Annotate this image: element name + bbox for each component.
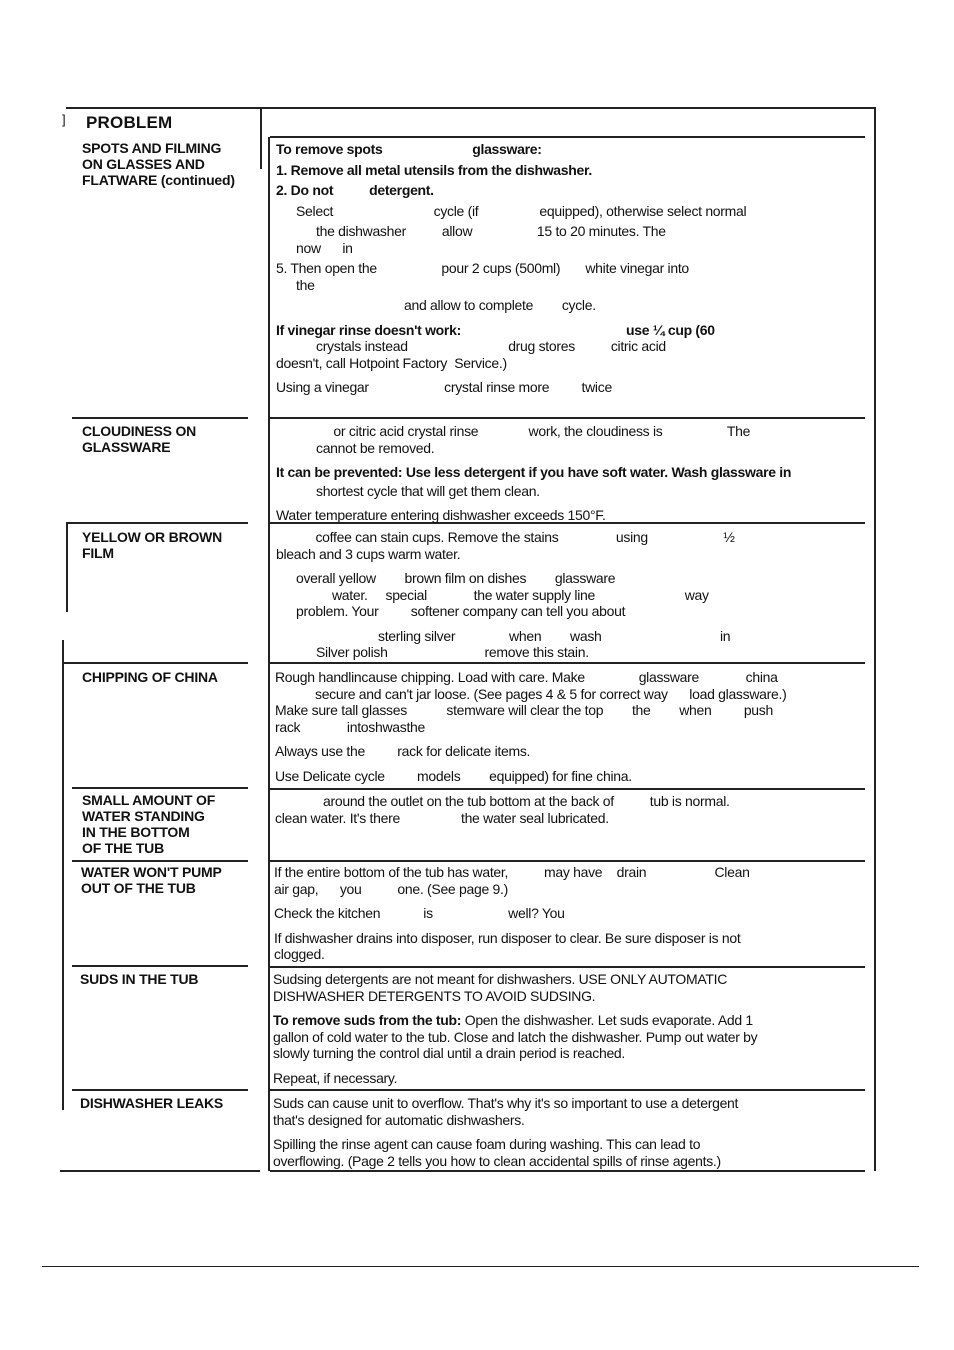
solution-line: If vinegar rinse doesn't work: use ¼ cup (60 — [276, 321, 715, 338]
solution-line: clogged. — [274, 946, 325, 962]
row-rule-right — [270, 1089, 865, 1091]
solution-line: Repeat, if necessary. — [273, 1069, 398, 1086]
solution-line: cannot be removed. — [316, 439, 435, 456]
solution-line: Use Delicate cycle models equipped) for fine china. — [275, 767, 632, 784]
row-rule-left — [66, 522, 248, 524]
table-bottom-left — [60, 1170, 260, 1172]
solution-line: shortest cycle that will get them clean. — [316, 482, 540, 499]
problem-label-line: YELLOW OR BROWN — [82, 529, 223, 545]
solution-line: problem. Your softener company can tell you about — [296, 603, 626, 619]
problem-label-line: ON GLASSES AND — [82, 156, 205, 172]
problem-label-line: OUT OF THE TUB — [81, 880, 196, 896]
solution-line: clean water. It's there the water seal lubricated. — [275, 809, 609, 826]
problem-label-line: SMALL AMOUNT OF — [82, 792, 216, 808]
solution-line: Check the kitchen is well? You — [274, 905, 565, 921]
solution-line: Make sure tall glasses stemware will clear the top the when push — [275, 702, 773, 718]
solution-line: Using a vinegar crystal rinse more twice — [276, 379, 612, 395]
row-rule-right — [270, 662, 865, 664]
solution-line: water. special the water supply line way — [332, 586, 709, 603]
solution-line: 5. Then open the pour 2 cups (500ml) white vinegar into — [276, 260, 689, 276]
column-divider — [260, 107, 262, 169]
solution-line: DISHWASHER DETERGENTS TO AVOID SUDSING. — [273, 987, 596, 1004]
solution-line: If dishwasher drains into disposer, run disposer to clear. Be sure disposer is not — [274, 929, 741, 946]
table-top-rule — [66, 107, 876, 109]
problem-label-line: CHIPPING OF CHINA — [82, 669, 218, 685]
row-rule-left — [72, 1089, 248, 1091]
solution-suds — [273, 971, 863, 1086]
solution-yellow-brown-film — [276, 529, 866, 661]
solution-line: Rough handlincause chipping. Load with care. Make glassware china — [275, 669, 778, 685]
problem-cloudiness — [82, 423, 250, 455]
solution-line: the dishwasher allow 15 to 20 minutes. The — [316, 223, 666, 239]
problem-standing-water — [82, 792, 250, 856]
table-bottom-right — [270, 1170, 865, 1172]
row-rule-right — [270, 788, 865, 790]
solution-line: It can be prevented: Use less detergent if you have soft water. Wash glassware in — [276, 464, 792, 480]
left-border-upper — [66, 522, 68, 612]
problem-column-header: PROBLEM — [86, 113, 173, 132]
solution-line: overflowing. (Page 2 tells you how to clean accidental spills of rinse agents.) — [273, 1152, 721, 1169]
problem-chipping-china — [82, 669, 250, 685]
solution-line: doesn't, call Hotpoint Factory Service.) — [276, 354, 507, 371]
row-rule-right — [270, 966, 865, 968]
solution-line: Suds can cause unit to overflow. That's why it's so important to use a detergent — [273, 1095, 739, 1111]
problem-label-line: GLASSWARE — [82, 439, 171, 455]
solution-line: To remove spots glassware: — [276, 141, 542, 157]
solution-line: 1. Remove all metal utensils from the dishwasher. — [276, 161, 592, 178]
solution-line: and allow to complete cycle. — [404, 297, 596, 313]
problem-label-line: CLOUDINESS ON — [82, 423, 197, 439]
solution-chipping-china — [275, 669, 865, 784]
problem-label-line: IN THE BOTTOM — [82, 824, 190, 840]
solution-line: air gap, you one. (See page 9.) — [274, 880, 508, 897]
problem-label-line: DISHWASHER LEAKS — [80, 1095, 224, 1111]
solution-cloudiness — [276, 423, 866, 524]
problem-label-line: OF THE TUB — [82, 840, 164, 856]
column-divider-lower — [268, 137, 270, 1171]
solution-line: now in — [296, 239, 353, 256]
problem-label-line: WATER STANDING — [82, 808, 205, 824]
solution-line: sterling silver when wash in — [378, 627, 731, 644]
row-rule-left — [72, 965, 248, 967]
solution-line: Sudsing detergents are not meant for dishwashers. USE ONLY AUTOMATIC — [273, 971, 728, 987]
solution-line: Silver polish remove this stain. — [316, 644, 589, 660]
solution-line: that's designed for automatic dishwashers. — [273, 1111, 525, 1128]
solution-spots-filming — [276, 141, 866, 396]
solution-line: around the outlet on the tub bottom at the back of tub is normal. — [323, 793, 730, 809]
solution-line: Always use the rack for delicate items. — [275, 743, 531, 759]
row-rule-left — [62, 662, 248, 664]
problem-label-line: FLATWARE (continued) — [82, 172, 235, 188]
row-rule-left — [72, 860, 248, 862]
row-rule-right — [270, 417, 865, 419]
solution-line: coffee can stain cups. Remove the stains using ½ — [276, 529, 735, 545]
solution-leaks — [273, 1095, 863, 1169]
solution-water-wont-pump — [274, 864, 864, 963]
solution-line: Spilling the rinse agent can cause foam during washing. This can lead to — [273, 1136, 701, 1152]
problem-leaks — [80, 1095, 248, 1111]
solution-line: bleach and 3 cups warm water. — [276, 545, 461, 562]
solution-line: secure and can't jar loose. (See pages 4 & 5 for correct way load glassware.) — [315, 685, 787, 702]
solution-line: overall yellow brown film on dishes glassware — [296, 570, 616, 586]
right-border — [874, 107, 876, 1171]
problem-label-line: SUDS IN THE TUB — [80, 971, 199, 987]
solution-line: 2. Do not detergent. — [276, 182, 434, 198]
row-rule-left — [72, 417, 248, 419]
problem-yellow-brown-film — [82, 529, 250, 561]
problem-label-line: WATER WON'T PUMP — [81, 864, 222, 880]
problem-suds — [80, 971, 248, 987]
solution-line: Select cycle (if equipped), otherwise select normal — [296, 202, 747, 219]
solution-text: Open the dishwasher. Let suds evaporate. Add 1 — [461, 1012, 753, 1028]
problem-label-line: SPOTS AND FILMING — [82, 140, 222, 156]
solution-line: Water temperature entering dishwasher exceeds 150°F. — [276, 507, 606, 523]
solution-line: slowly turning the control dial until a drain period is reached. — [273, 1045, 626, 1061]
solution-line: or citric acid crystal rinse work, the cloudiness is The — [276, 423, 751, 439]
problem-water-wont-pump — [81, 864, 249, 896]
margin-mark: ] — [62, 112, 66, 127]
left-border-lower — [62, 640, 64, 1110]
problem-spots-filming — [82, 140, 250, 188]
solution-line: gallon of cold water to the tub. Close and latch the dishwasher. Pump out water by — [273, 1028, 758, 1045]
row-rule-left — [72, 787, 248, 789]
header-rule — [270, 136, 865, 138]
solution-lead-in: To remove suds from the tub: — [273, 1012, 462, 1028]
solution-line: the — [296, 276, 315, 293]
row-rule-right — [270, 860, 865, 862]
solution-standing-water — [275, 793, 865, 826]
solution-line: If the entire bottom of the tub has water, may have drain Clean — [274, 864, 750, 880]
solution-line — [273, 1012, 863, 1029]
solution-line: crystals instead drug stores citric acid — [316, 338, 666, 354]
problem-label-line: FILM — [82, 545, 114, 561]
footer-rule — [42, 1266, 919, 1267]
solution-line: rack intoshwasthe — [275, 718, 426, 735]
